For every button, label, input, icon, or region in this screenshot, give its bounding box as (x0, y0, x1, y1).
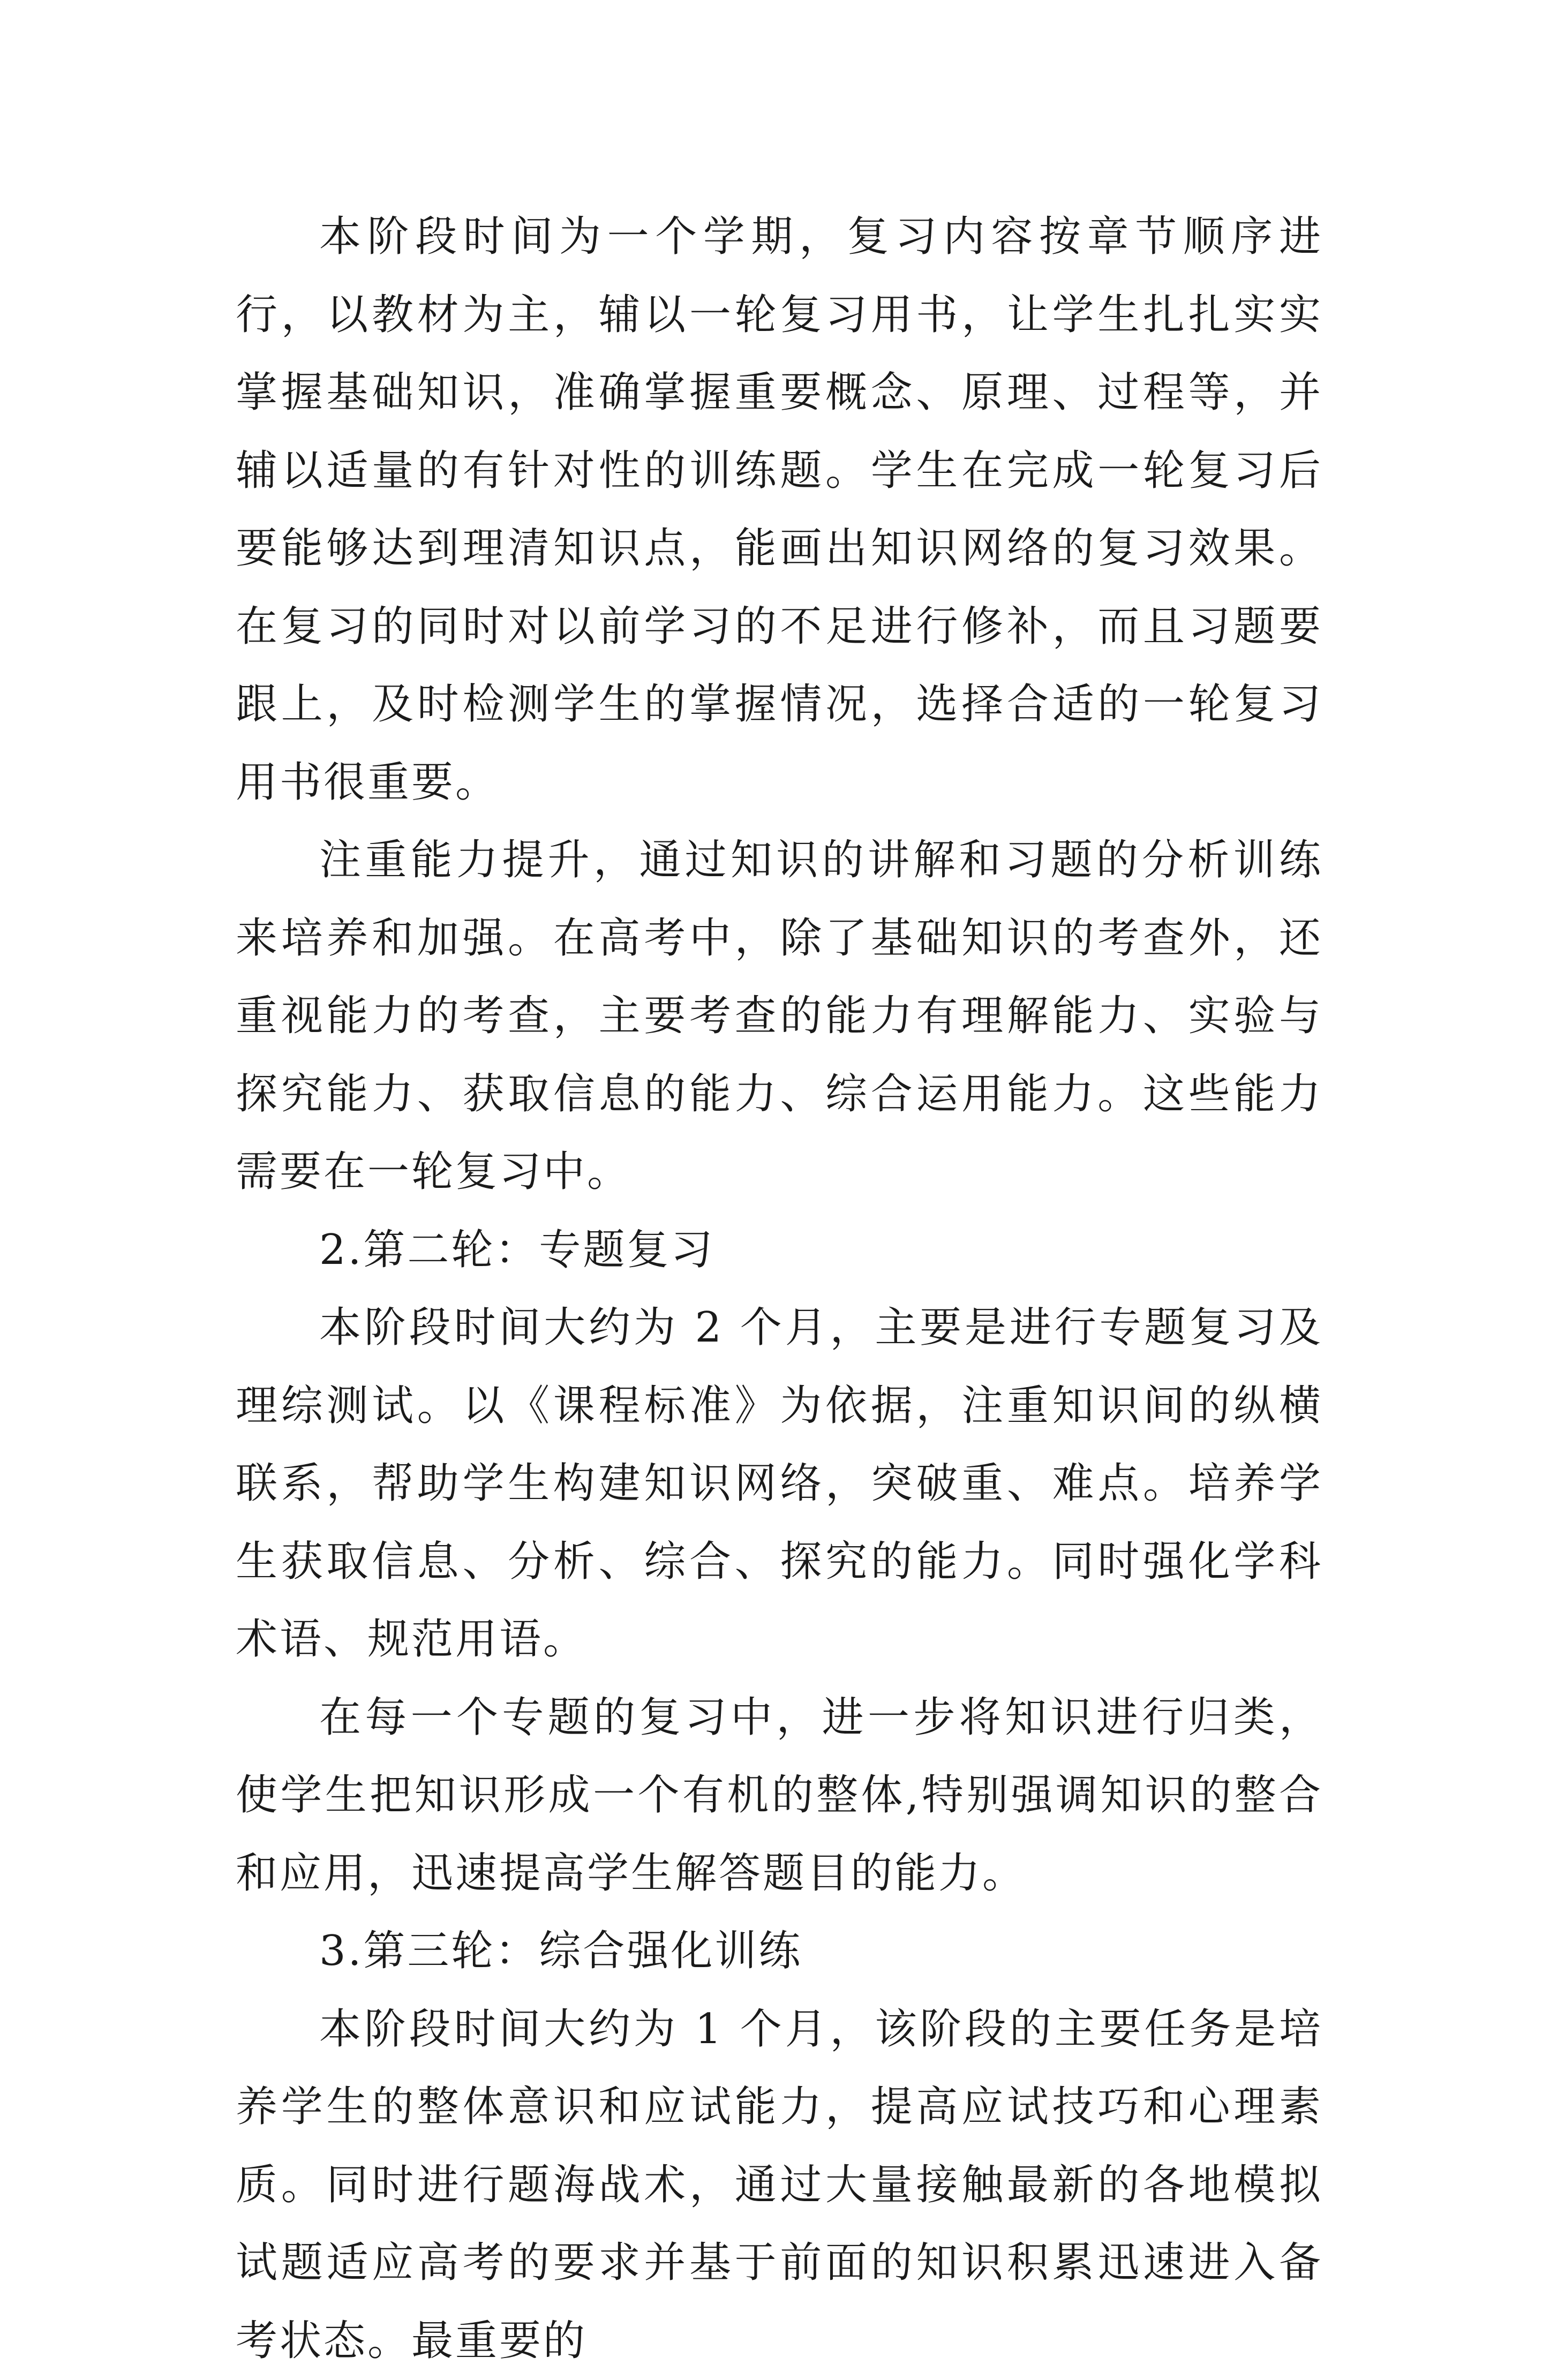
paragraph-second-round-overview: 本阶段时间大约为 2 个月，主要是进行专题复习及理综测试。以《课程标准》为依据，注重知识间的纵横联系，帮助学生构建知识网络，突破重、难点。培养学生获取信息、分析、综合、探究的能力。同时强化学科术语、规范用语。 (236, 1289, 1323, 1679)
heading-second-round: 2.第二轮：专题复习 (236, 1211, 1323, 1290)
paragraph-ability-improvement: 注重能力提升，通过知识的讲解和习题的分析训练来培养和加强。在高考中，除了基础知识的考查外，还重视能力的考查，主要考查的能力有理解能力、实验与探究能力、获取信息的能力、综合运用能力。这些能力需要在一轮复习中。 (236, 822, 1323, 1211)
heading-third-round: 3.第三轮：综合强化训练 (236, 1912, 1323, 1991)
paragraph-third-round-overview: 本阶段时间大约为 1 个月，该阶段的主要任务是培养学生的整体意识和应试能力，提高应试技巧和心理素质。同时进行题海战术，通过大量接触最新的各地模拟试题适应高考的要求并基于前面的知识积累迅速进入备考状态。最重要的 (236, 1991, 1323, 2380)
paragraph-topic-classification: 在每一个专题的复习中，进一步将知识进行归类，使学生把知识形成一个有机的整体,特别强调知识的整合和应用，迅速提高学生解答题目的能力。 (236, 1679, 1323, 1913)
document-body (236, 198, 1323, 2380)
paragraph-first-round-overview: 本阶段时间为一个学期，复习内容按章节顺序进行，以教材为主，辅以一轮复习用书，让学生扎扎实实掌握基础知识，准确掌握重要概念、原理、过程等，并辅以适量的有针对性的训练题。学生在完成一轮复习后要能够达到理清知识点，能画出知识网络的复习效果。在复习的同时对以前学习的不足进行修补，而且习题要跟上，及时检测学生的掌握情况，选择合适的一轮复习用书很重要。 (236, 198, 1323, 822)
